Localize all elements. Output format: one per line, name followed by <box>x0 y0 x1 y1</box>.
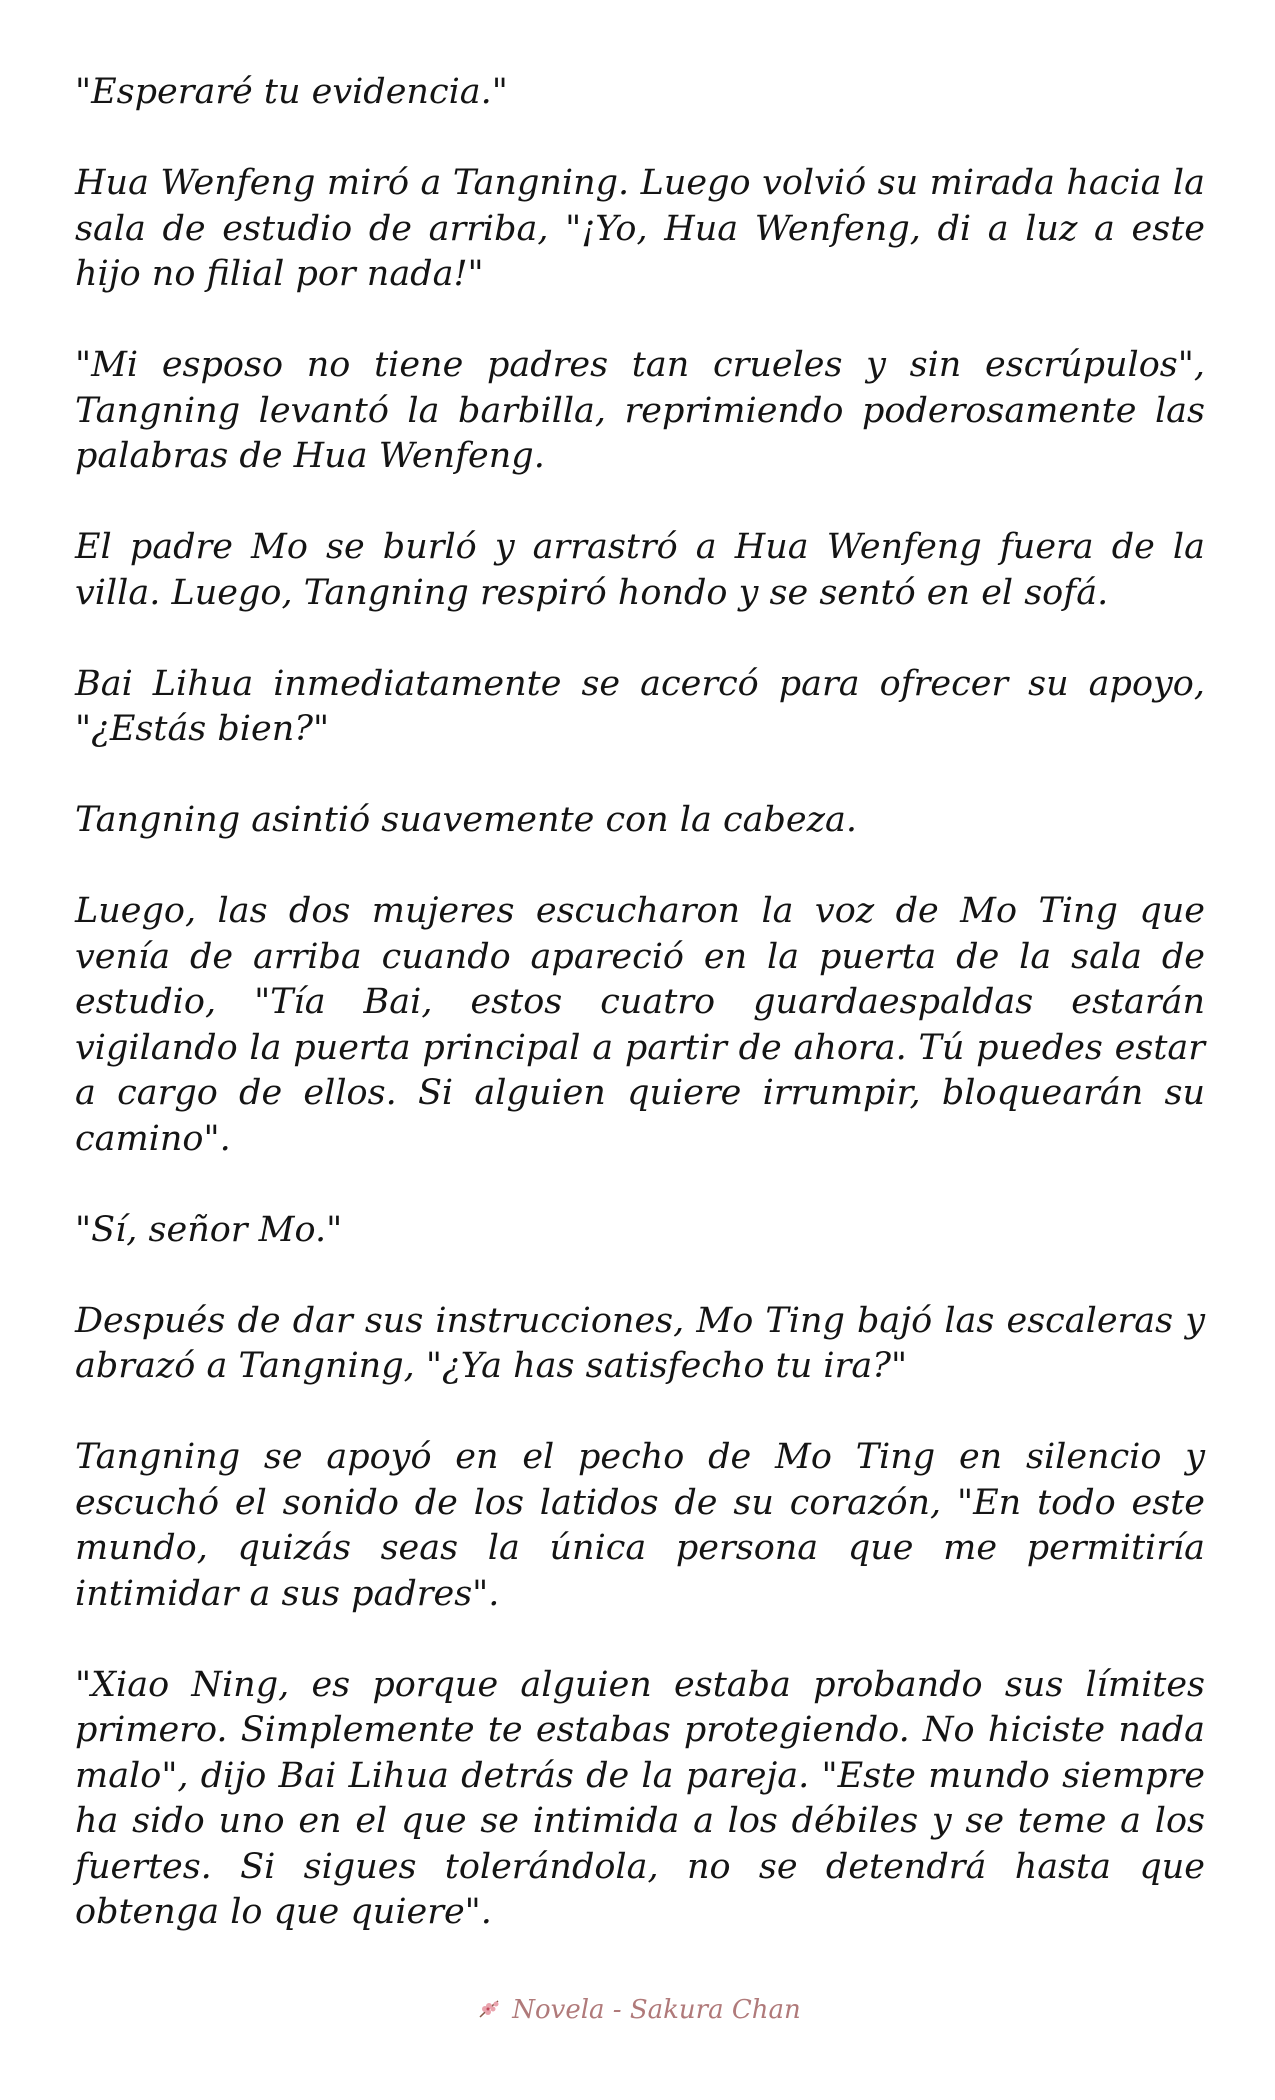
paragraph: "Xiao Ning, es porque alguien estaba probando sus límites primero. Simplemente te estabas protegiendo. No hiciste nada malo", dijo Bai Lihua detrás de la pareja. "Este mundo siempre ha sido uno en el que se intimida a los débiles y se teme a los fuertes. Si sigues tolerándola, no se detendrá hasta que obtenga lo que quiere". <box>75 1664 1205 1932</box>
paragraph: "Mi esposo no tiene padres tan crueles y sin escrúpulos", Tangning levantó la barbilla, reprimiendo poderosamente las palabras de Hua Wenfeng. <box>75 345 1205 476</box>
paragraph: Hua Wenfeng miró a Tangning. Luego volvió su mirada hacia la sala de estudio de arriba, "¡Yo, Hua Wenfeng, di a luz a este hijo no filial por nada!" <box>75 163 1205 294</box>
chapter-text <box>75 70 1205 1981</box>
paragraph: Bai Lihua inmediatamente se acercó para ofrecer su apoyo, "¿Estás bien?" <box>75 663 1205 749</box>
paragraph: Luego, las dos mujeres escucharon la voz de Mo Ting que venía de arriba cuando apareció en la puerta de la sala de estudio, "Tía Bai, estos cuatro guardaespaldas estarán vigilando la puerta principal a partir de ahora. Tú puedes estar a cargo de ellos. Si alguien quiere irrumpir, bloquearán su camino". <box>75 891 1205 1159</box>
paragraph: "Esperaré tu evidencia." <box>75 72 508 112</box>
cherry-blossom-icon <box>474 1995 504 2025</box>
paragraph: El padre Mo se burló y arrastró a Hua Wenfeng fuera de la villa. Luego, Tangning respiró hondo y se sentó en el sofá. <box>75 527 1205 613</box>
paragraph: "Sí, señor Mo." <box>75 1209 343 1250</box>
watermark <box>0 1995 1275 2025</box>
paragraph: Después de dar sus instrucciones, Mo Ting bajó las escaleras y abrazó a Tangning, "¿Ya has satisfecho tu ira?" <box>75 1300 1205 1386</box>
paragraph: Tangning se apoyó en el pecho de Mo Ting en silencio y escuchó el sonido de los latidos de su corazón, "En todo este mundo, quizás seas la única persona que me permitiría intimidar a sus padres". <box>75 1437 1205 1614</box>
paragraph: Tangning asintió suavemente con la cabeza. <box>75 800 858 840</box>
watermark-text: Novela - Sakura Chan <box>512 1995 801 2025</box>
